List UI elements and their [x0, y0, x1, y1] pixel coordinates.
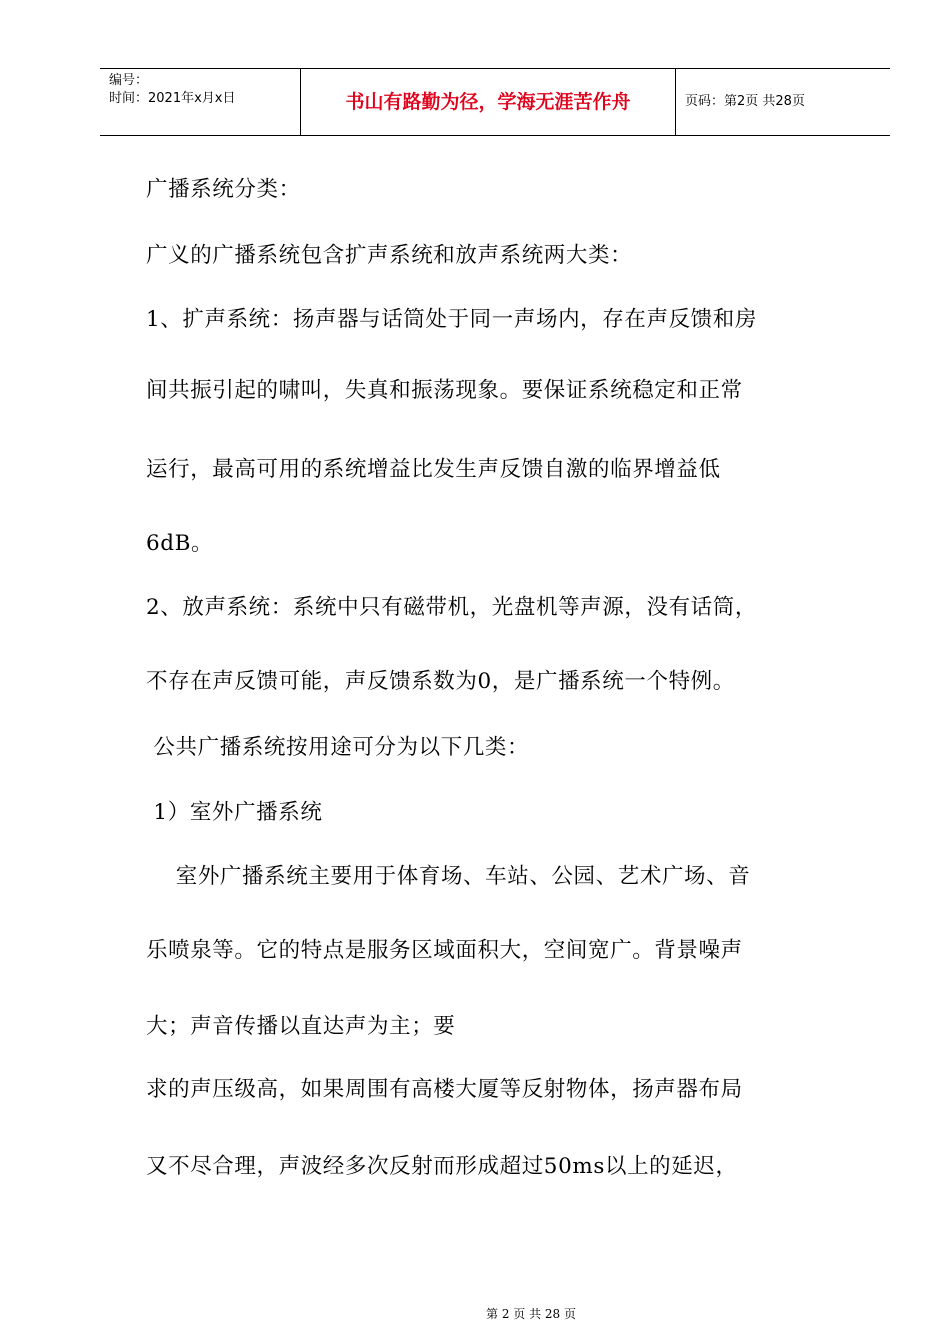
header-page-info: 页码：第2页 共28页	[685, 94, 805, 109]
text-line: 又不尽合理，声波经多次反射而形成超过50ms以上的延迟，	[146, 1154, 738, 1179]
text-line: 不存在声反馈可能，声反馈系数为0，是广播系统一个特例。	[146, 669, 735, 694]
number-label: 编号：	[109, 73, 149, 88]
text-line: 1、扩声系统：扬声器与话筒处于同一声场内，存在声反馈和房	[146, 307, 757, 332]
page-footer: 第 2 页 共 28 页	[486, 1307, 576, 1321]
text-line: 乐喷泉等。它的特点是服务区域面积大，空间宽广。背景噪声	[146, 938, 743, 963]
text-line: 大；声音传播以直达声为主；要	[146, 1014, 456, 1039]
text-line: 2、放声系统：系统中只有磁带机，光盘机等声源，没有话筒，	[146, 595, 757, 620]
time-label: 时间：2021年x月x日	[109, 91, 236, 106]
text-line: 求的声压级高，如果周围有高楼大厦等反射物体，扬声器布局	[146, 1077, 743, 1102]
text-line: 公共广播系统按用途可分为以下几类：	[146, 735, 530, 760]
text-line: 广播系统分类：	[146, 177, 301, 202]
document-header	[100, 68, 890, 136]
text-line: 室外广播系统主要用于体育场、车站、公园、艺术广场、音	[146, 864, 751, 889]
text-line: 1）室外广播系统	[146, 800, 323, 825]
text-line: 6dB。	[146, 531, 214, 556]
header-meta	[100, 69, 301, 135]
header-motto: 书山有路勤为径，学海无涯苦作舟	[301, 69, 676, 135]
text-line: 广义的广播系统包含扩声系统和放声系统两大类：	[146, 243, 633, 268]
text-line: 间共振引起的啸叫，失真和振荡现象。要保证系统稳定和正常	[146, 378, 743, 403]
text-line: 运行，最高可用的系统增益比发生声反馈自激的临界增益低	[146, 457, 721, 482]
